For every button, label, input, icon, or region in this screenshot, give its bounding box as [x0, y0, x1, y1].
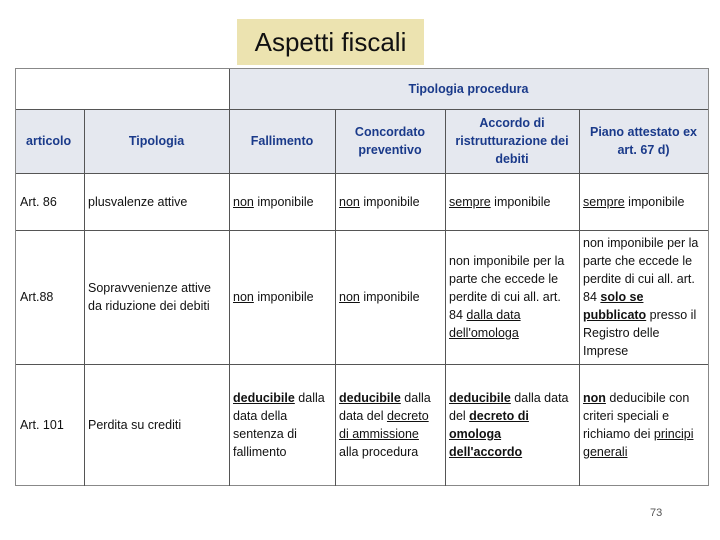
row3-fallimento [229, 364, 335, 486]
row1-articolo [16, 173, 84, 230]
row3-tipologia-text: Perdita su crediti [88, 418, 182, 432]
row3-piano [579, 364, 708, 486]
header-piano-label: Piano attestato ex art. 67 d) [590, 125, 697, 157]
header-accordo [445, 109, 579, 173]
row3-piano-text [583, 389, 704, 461]
row1-concordato-u: non [339, 194, 360, 209]
header-concordato [335, 109, 445, 173]
row1-accordo-rest: imponibile [490, 194, 551, 209]
row3-accordo-u: deducibile [449, 391, 511, 405]
header-fallimento-label: Fallimento [250, 134, 314, 148]
row1-fallimento-u: non [233, 194, 254, 209]
row2-fallimento-rest: imponibile [253, 290, 314, 304]
row2-piano-pre: non imponibile per la parte che eccede le perdite di cui all. art. 84 [583, 236, 699, 304]
grid-line [16, 173, 708, 174]
grid-line [335, 109, 336, 486]
row2-articolo [16, 230, 84, 364]
row2-accordo-u: dalla data dell'omologa [449, 308, 521, 340]
row3-piano-u2: principi generali [583, 427, 694, 459]
row1-fallimento [229, 173, 335, 230]
row1-fallimento-rest: imponibile [253, 194, 314, 209]
row2-tipologia [84, 230, 229, 364]
row1-tipologia [84, 173, 229, 230]
row3-fallimento-rest: dalla data della sentenza di fallimento [233, 391, 325, 459]
header-group-tipologia-procedura [229, 69, 708, 109]
grid-line [16, 230, 708, 231]
row1-accordo-text [449, 193, 550, 211]
grid-line [229, 109, 708, 110]
grid-line [16, 109, 229, 110]
row2-piano-post: presso il Registro delle Imprese [583, 308, 697, 358]
row2-accordo-text [449, 252, 575, 342]
row2-tipologia-text: Sopravvenienze attive da riduzione dei debiti [88, 281, 211, 313]
row1-tipologia-text: plusvalenze attive [88, 194, 188, 209]
header-articolo [16, 109, 84, 173]
row2-concordato [335, 230, 445, 364]
row3-concordato [335, 364, 445, 486]
row3-accordo-pre2: dalla data del [449, 391, 569, 423]
row1-piano [579, 173, 708, 230]
row3-concordato-pre2: dalla data del [339, 391, 431, 423]
grid-line [229, 69, 230, 486]
row2-articolo-text: Art.88 [20, 290, 54, 304]
row1-piano-u: sempre [583, 194, 625, 209]
row3-articolo-text: Art. 101 [20, 418, 64, 432]
row3-concordato-rest: alla procedura [339, 445, 419, 459]
row2-accordo-pre: non imponibile per la parte che eccede le perdite di cui all. art. 84 [449, 254, 565, 322]
row2-concordato-rest: imponibile [359, 290, 420, 304]
row2-piano-text [583, 234, 704, 360]
row1-concordato-rest: imponibile [359, 194, 420, 209]
slide-title: Aspetti fiscali [254, 26, 407, 57]
row3-concordato-text [339, 389, 441, 461]
header-tipologia-label: Tipologia [128, 134, 185, 148]
page-number: 73 [650, 507, 663, 519]
row2-accordo [445, 230, 579, 364]
row3-fallimento-text [233, 389, 331, 461]
row1-concordato-text [339, 193, 420, 211]
header-fallimento [229, 109, 335, 173]
slide-title-box [237, 19, 424, 65]
row3-piano-u: non [583, 391, 606, 405]
row1-accordo-u: sempre [449, 194, 491, 209]
row2-fallimento-u: non [233, 290, 254, 304]
row3-tipologia [84, 364, 229, 486]
row2-concordato-u: non [339, 290, 360, 304]
header-accordo-label: Accordo di ristrutturazione dei debiti [455, 116, 569, 166]
row3-articolo [16, 364, 84, 486]
header-articolo-label: articolo [26, 134, 72, 148]
row3-piano-rest: deducibile con criteri speciali e richiamo dei [583, 391, 690, 441]
row1-fallimento-text [233, 193, 314, 211]
fiscal-table [15, 68, 709, 486]
header-concordato-label: Concordato preventivo [354, 125, 426, 157]
row2-fallimento [229, 230, 335, 364]
row2-piano [579, 230, 708, 364]
grid-line [16, 364, 708, 365]
header-group-label: Tipologia procedura [408, 82, 529, 96]
row1-piano-text [583, 193, 684, 211]
row3-accordo-u2: decreto di omologa dell'accordo [449, 409, 529, 459]
header-tipologia [84, 109, 229, 173]
header-piano [579, 109, 708, 173]
grid-line [84, 109, 85, 486]
row1-articolo-text: Art. 86 [20, 194, 57, 209]
row3-fallimento-u: deducibile [233, 391, 295, 405]
row2-piano-u: solo se pubblicato [583, 290, 647, 322]
row2-fallimento-text [233, 288, 314, 306]
row2-concordato-text [339, 288, 420, 306]
grid-line [579, 109, 580, 486]
row1-concordato [335, 173, 445, 230]
row3-accordo-text [449, 389, 575, 461]
row3-concordato-u2: decreto di ammissione [339, 409, 429, 441]
row3-accordo [445, 364, 579, 486]
grid-line [445, 109, 446, 486]
row1-piano-rest: imponibile [624, 194, 685, 209]
row1-accordo [445, 173, 579, 230]
row3-concordato-u: deducibile [339, 391, 401, 405]
